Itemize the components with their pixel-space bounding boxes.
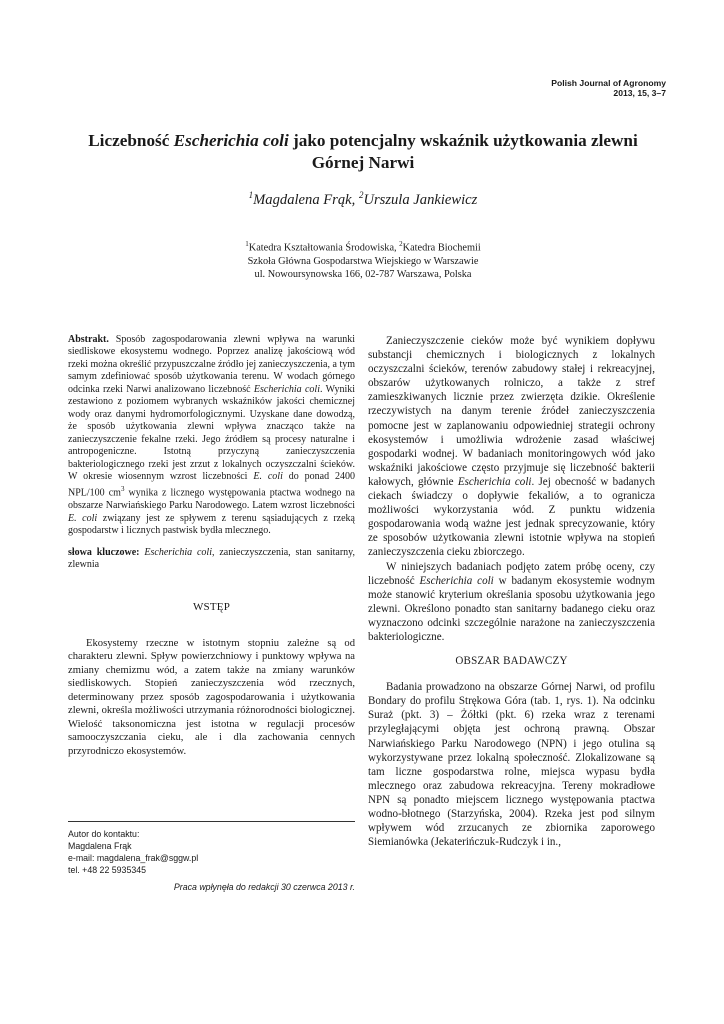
keywords-label: słowa kluczowe: — [68, 546, 140, 558]
keywords — [68, 547, 355, 572]
abstract-text: wynika z licznego występowania ptactwa wodnego na obszarze Narwiańskiego Parku Narodowego. Latem wzrost liczebności — [68, 487, 355, 512]
body-paragraph: Badania prowadzono na obszarze Górnej Narwi, od profilu Bondary do profilu Strękowa Góra (tab. 1, rys. 1). Na odcinku Suraż (pkt. 3) – Żółtki (pkt. 6) rzeka wraz z terenami przyległającymi objęta jest ochroną prawną. Obszar Narwiańskiego Parku Narodowego (NPN) i jego otulina są wykorzystywane przez lokalną społeczność. Zlokalizowane są tam liczne gospodarstwa rolne, miejsca wypasu bydła mlecznego oraz zabudowa rekreacyjna. Tereny mokradłowe NPN są ponadto miejscem licznego występowania ptactwa wodno-błotnego (Starzyńska, 2004). Rzeka jest pod silnym wpływem wód zrzucanych ze zbiornika zaporowego Siemianówka (Jekaterińczuk-Rudczyk i in., — [368, 681, 655, 849]
journal-header — [551, 78, 666, 98]
abstract-text: związany jest ze spływem z terenu sąsiadujących z rzeką gospodarstw i licznych pastwisk bydła mlecznego. — [68, 512, 356, 537]
abstract-italic: Escherichia coli — [253, 383, 320, 395]
author-name: Urszula Jankiewicz — [363, 191, 478, 208]
body-paragraph — [368, 560, 655, 645]
author-name: Magdalena Frąk, — [253, 191, 359, 208]
affil-sup: 1 — [245, 240, 249, 248]
abstract-sup: 3 — [120, 485, 125, 494]
affil-dept: Katedra Biochemii — [402, 242, 481, 254]
affil-line: Szkoła Główna Gospodarstwa Wiejskiego w Warszawie — [247, 255, 479, 267]
right-column — [368, 334, 655, 849]
abstract-italic: E. coli — [253, 470, 283, 482]
section-heading-study-area: OBSZAR BADAWCZY — [455, 655, 568, 668]
abstract-text: Sposób zagospodarowania zlewni wpływa na warunki siedliskowe ekosystemu wodnego. Poprzez analizę jakościową wód rzeki można określić przypuszczalne źródło jej zanieczyszczenia, a tym samym zdefiniować sposób użytkowania terenu. W wodach górnego odcinka rzeki Narwi analizowano liczebność — [68, 334, 355, 395]
title-italic: Escherichia coli — [173, 131, 289, 150]
body-italic: Escherichia coli — [457, 475, 532, 488]
body-text: w badanym ekosystemie wodnym może stanowić kryterium określania sposobu użytkowania jego zlewni. Określono ponadto stan sanitarny badanego cieku oraz wyznaczono odcinki szczególnie narażone na zanieczyszczenia bakteriologiczne. — [368, 574, 656, 643]
left-column — [68, 334, 355, 758]
section-heading-intro: WSTĘP — [192, 601, 231, 614]
title-part: jako potencjalny wskaźnik użytkowania zlewni Górnej Narwi — [288, 131, 638, 172]
affiliation — [70, 238, 656, 282]
body-text: . Jej obecność w badanych ciekach świadczy o dopływie fekaliów, a to ogranicza możliwości wykorzystania wód. Z punktu widzenia gospodarowania wodą ważne jest jednak sprecyzowanie, który ze sposobów użytkowania zlewni istotnie wpływa na stopień zanieczyszczenia cieku zbiorczego. — [368, 475, 655, 559]
body-italic: Escherichia coli — [419, 574, 494, 587]
abstract-text: . Wyniki zestawiono z poziomem wybranych wskaźników jakości chemicznej wody oraz danymi hydromorfologicznymi. Uzyskane dane dowodzą, że sposób użytkowania zlewni wpływa znacząco także na zanieczyszczenie fekalne rzeki. Jego źródłem są procesy naturalne i antropogeniczne. Istotną przyczyną zanieczyszczenia bakteriologicznego rzeki jest zrzut z lokalnych oczyszczalni ścieków. W okresie wiosennym wzrost liczebności — [68, 383, 356, 482]
journal-issue: 2013, 15, 3–7 — [613, 88, 666, 98]
contact-box — [68, 821, 355, 876]
abstract-italic: E. coli — [68, 512, 98, 524]
author-sup: 2 — [358, 190, 364, 200]
journal-name: Polish Journal of Agronomy — [551, 78, 666, 88]
affil-line: ul. Nowoursynowska 166, 02-787 Warszawa, Polska — [254, 269, 472, 281]
contact-email: e-mail: magdalena_frak@sggw.pl — [68, 853, 199, 863]
keywords-text: , zanieczyszczenia, stan sanitarny, zlewnia — [68, 546, 356, 571]
abstract-text: do ponad 2400 NPL/100 cm — [68, 470, 355, 499]
body-text: Zanieczyszczenie cieków może być wynikiem dopływu substancji chemicznych i biologicznych z lokalnych oczyszczalni ścieków, terenów zabudowy stałej i rekreacyjnej, obszarów użytkowanych rolniczo, a także z stref zamieszkiwanych licznie przez zwierzęta dzikie. Określenie rzeczywistych na danym terenie źródeł zanieczyszczenia pomocne jest w zaplanowaniu odpowiedniej strategii ochrony ekosystemów i umożliwia wdrożenie zasad właściwej gospodarki wodnej. W badaniach monitoringowych wód jako wskaźniki jakościowe często przyjmuje się liczebność bakterii kałowych, głównie — [368, 335, 655, 488]
contact-name: Magdalena Frąk — [68, 841, 132, 851]
body-paragraph — [368, 334, 655, 560]
received-note: Praca wpłynęła do redakcji 30 czerwca 2013 r. — [173, 882, 355, 892]
keywords-italic: Escherichia coli — [144, 546, 212, 558]
article-title — [70, 130, 656, 174]
body-text: W niniejszych badaniach podjęto zatem próbę oceny, czy liczebność — [368, 560, 655, 587]
authors — [70, 190, 656, 209]
affil-sup: 2 — [399, 240, 403, 248]
contact-label: Autor do kontaktu: — [68, 829, 140, 839]
abstract-label: Abstrakt. — [68, 334, 109, 345]
title-part: Liczebność — [88, 131, 174, 150]
author-sup: 1 — [248, 190, 254, 200]
affil-dept: Katedra Kształtowania Środowiska, — [248, 242, 400, 254]
contact-tel: tel. +48 22 5935345 — [68, 865, 147, 875]
intro-paragraph: Ekosystemy rzeczne w istotnym stopniu zależne są od charakteru zlewni. Spływ powierzchniowy i punktowy wpływa na zmiany chemizmu wód, a zatem także na zmiany warunków siedliskowych. Stopień zanieczyszczenia wód rzecznych, determinowany przez sposób zagospodarowania i użytkowania zlewni, określa możliwości utrzymania różnorodności biologicznej. Wielość taksonomiczna jest istotna w regulacji procesów samooczyszczania cieku, ale i dla zachowania cennych przyrodniczo ekosystemów. — [68, 637, 355, 757]
abstract — [68, 334, 355, 538]
